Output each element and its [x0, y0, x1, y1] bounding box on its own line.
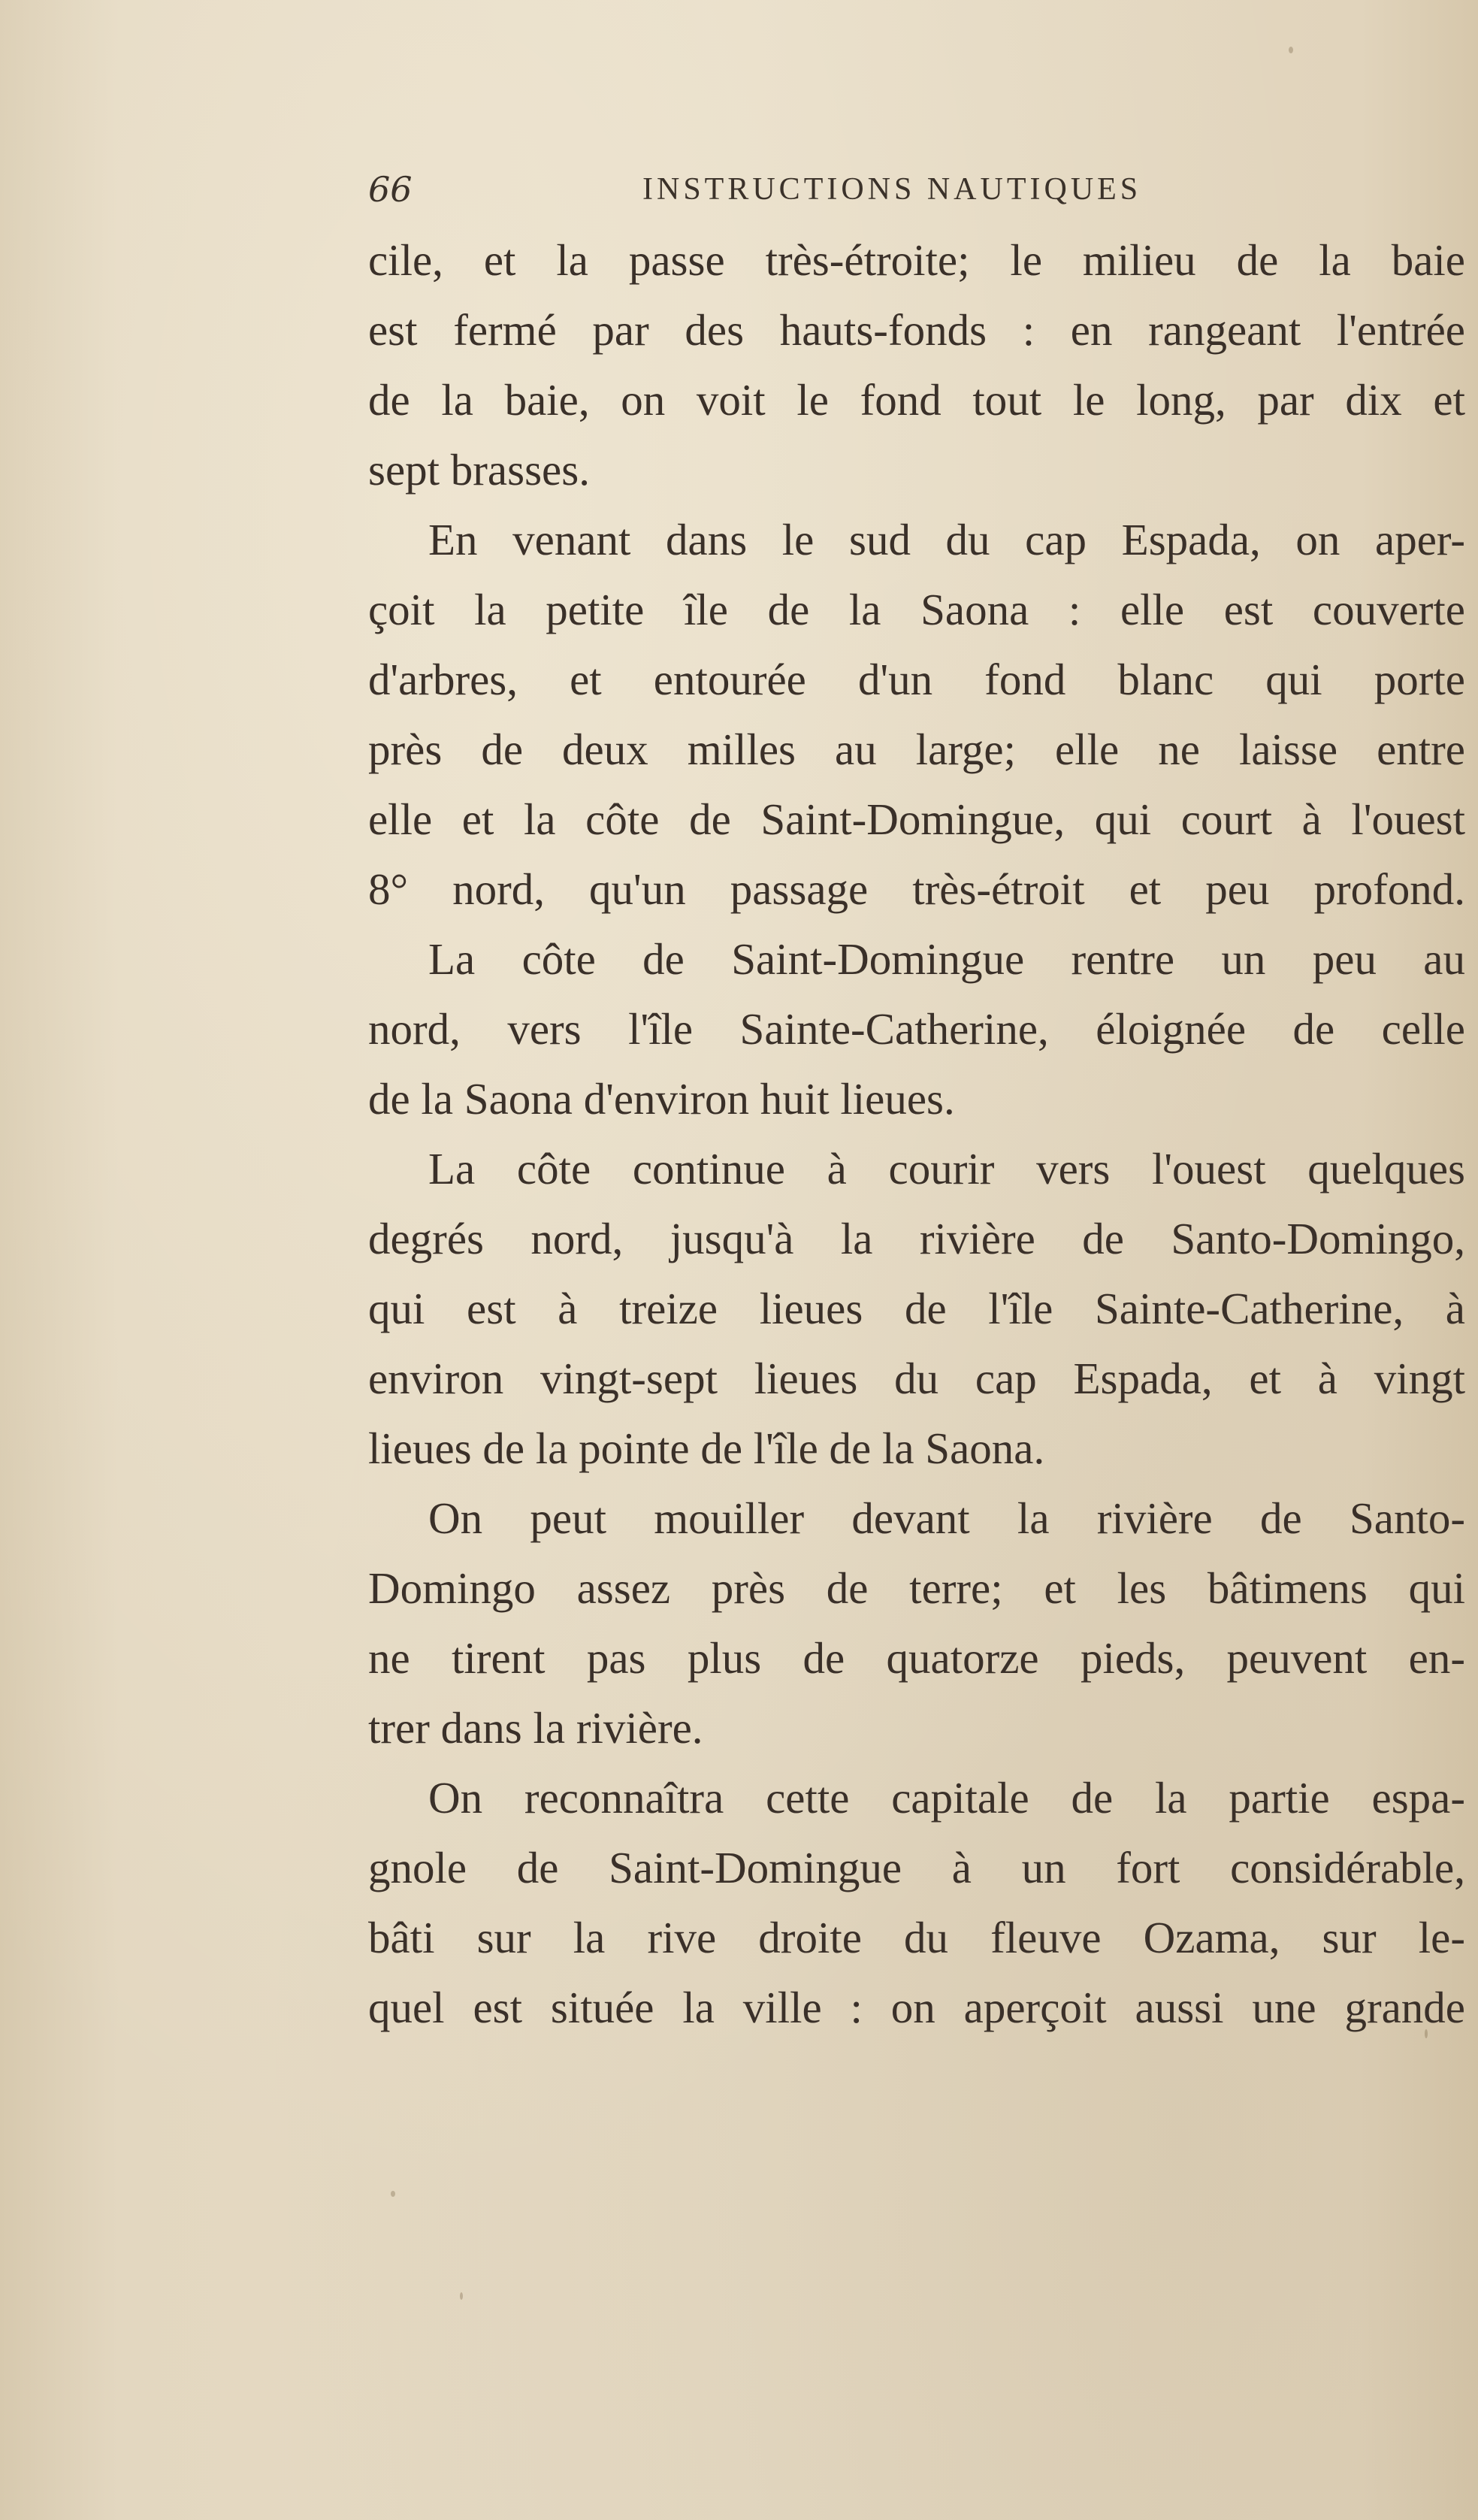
paragraph-first-line: On peut mouiller devant la rivière de Santo-: [428, 1493, 1465, 1543]
text-line: près de deux milles au large; elle ne laisse entre: [368, 725, 1465, 774]
body-text: [368, 225, 1465, 2043]
text-line: quel est située la ville : on aperçoit aussi une grande: [368, 1983, 1465, 2032]
page-number: 66: [368, 169, 413, 210]
paragraph-first-line: La côte de Saint-Domingue rentre un peu au: [428, 934, 1465, 984]
text-line: sept brasses.: [368, 445, 590, 495]
text-line: de la Saona d'environ huit lieues.: [368, 1074, 955, 1124]
paragraph-first-line: La côte continue à courir vers l'ouest quelques: [428, 1144, 1465, 1193]
text-line: trer dans la rivière.: [368, 1703, 703, 1753]
text-line: 8° nord, qu'un passage très-étroit et peu profond.: [368, 864, 1465, 914]
text-line: ne tirent pas plus de quatorze pieds, peuvent en-: [368, 1633, 1465, 1683]
text-line: est fermé par des hauts-fonds : en rangeant l'entrée: [368, 305, 1465, 355]
text-line: çoit la petite île de la Saona : elle est couverte: [368, 585, 1465, 634]
text-line: Domingo assez près de terre; et les bâtimens qui: [368, 1563, 1465, 1613]
paper-speck: [391, 2191, 395, 2197]
text-line: degrés nord, jusqu'à la rivière de Santo-Domingo,: [368, 1214, 1465, 1263]
paragraph-first-line: On reconnaîtra cette capitale de la partie espa-: [428, 1773, 1465, 1823]
text-line: d'arbres, et entourée d'un fond blanc qui porte: [368, 655, 1465, 704]
paper-speck: [1289, 47, 1293, 53]
paragraph-first-line: En venant dans le sud du cap Espada, on aper-: [428, 515, 1465, 564]
text-line: cile, et la passe très-étroite; le milieu de la baie: [368, 235, 1465, 285]
text-line: elle et la côte de Saint-Domingue, qui court à l'ouest: [368, 794, 1465, 844]
text-line: qui est à treize lieues de l'île Sainte-Catherine, à: [368, 1284, 1465, 1333]
running-title: INSTRUCTIONS NAUTIQUES: [642, 172, 1142, 207]
text-line: lieues de la pointe de l'île de la Saona.: [368, 1423, 1045, 1473]
paper-speck: [460, 2292, 463, 2300]
page-header: [368, 167, 1232, 212]
text-line: environ vingt-sept lieues du cap Espada, et à vingt: [368, 1354, 1465, 1403]
text-line: de la baie, on voit le fond tout le long, par dix et: [368, 375, 1465, 425]
text-line: bâti sur la rive droite du fleuve Ozama, sur le-: [368, 1913, 1465, 1962]
text-line: nord, vers l'île Sainte-Catherine, éloignée de celle: [368, 1004, 1465, 1054]
text-line: gnole de Saint-Domingue à un fort considérable,: [368, 1843, 1465, 1892]
